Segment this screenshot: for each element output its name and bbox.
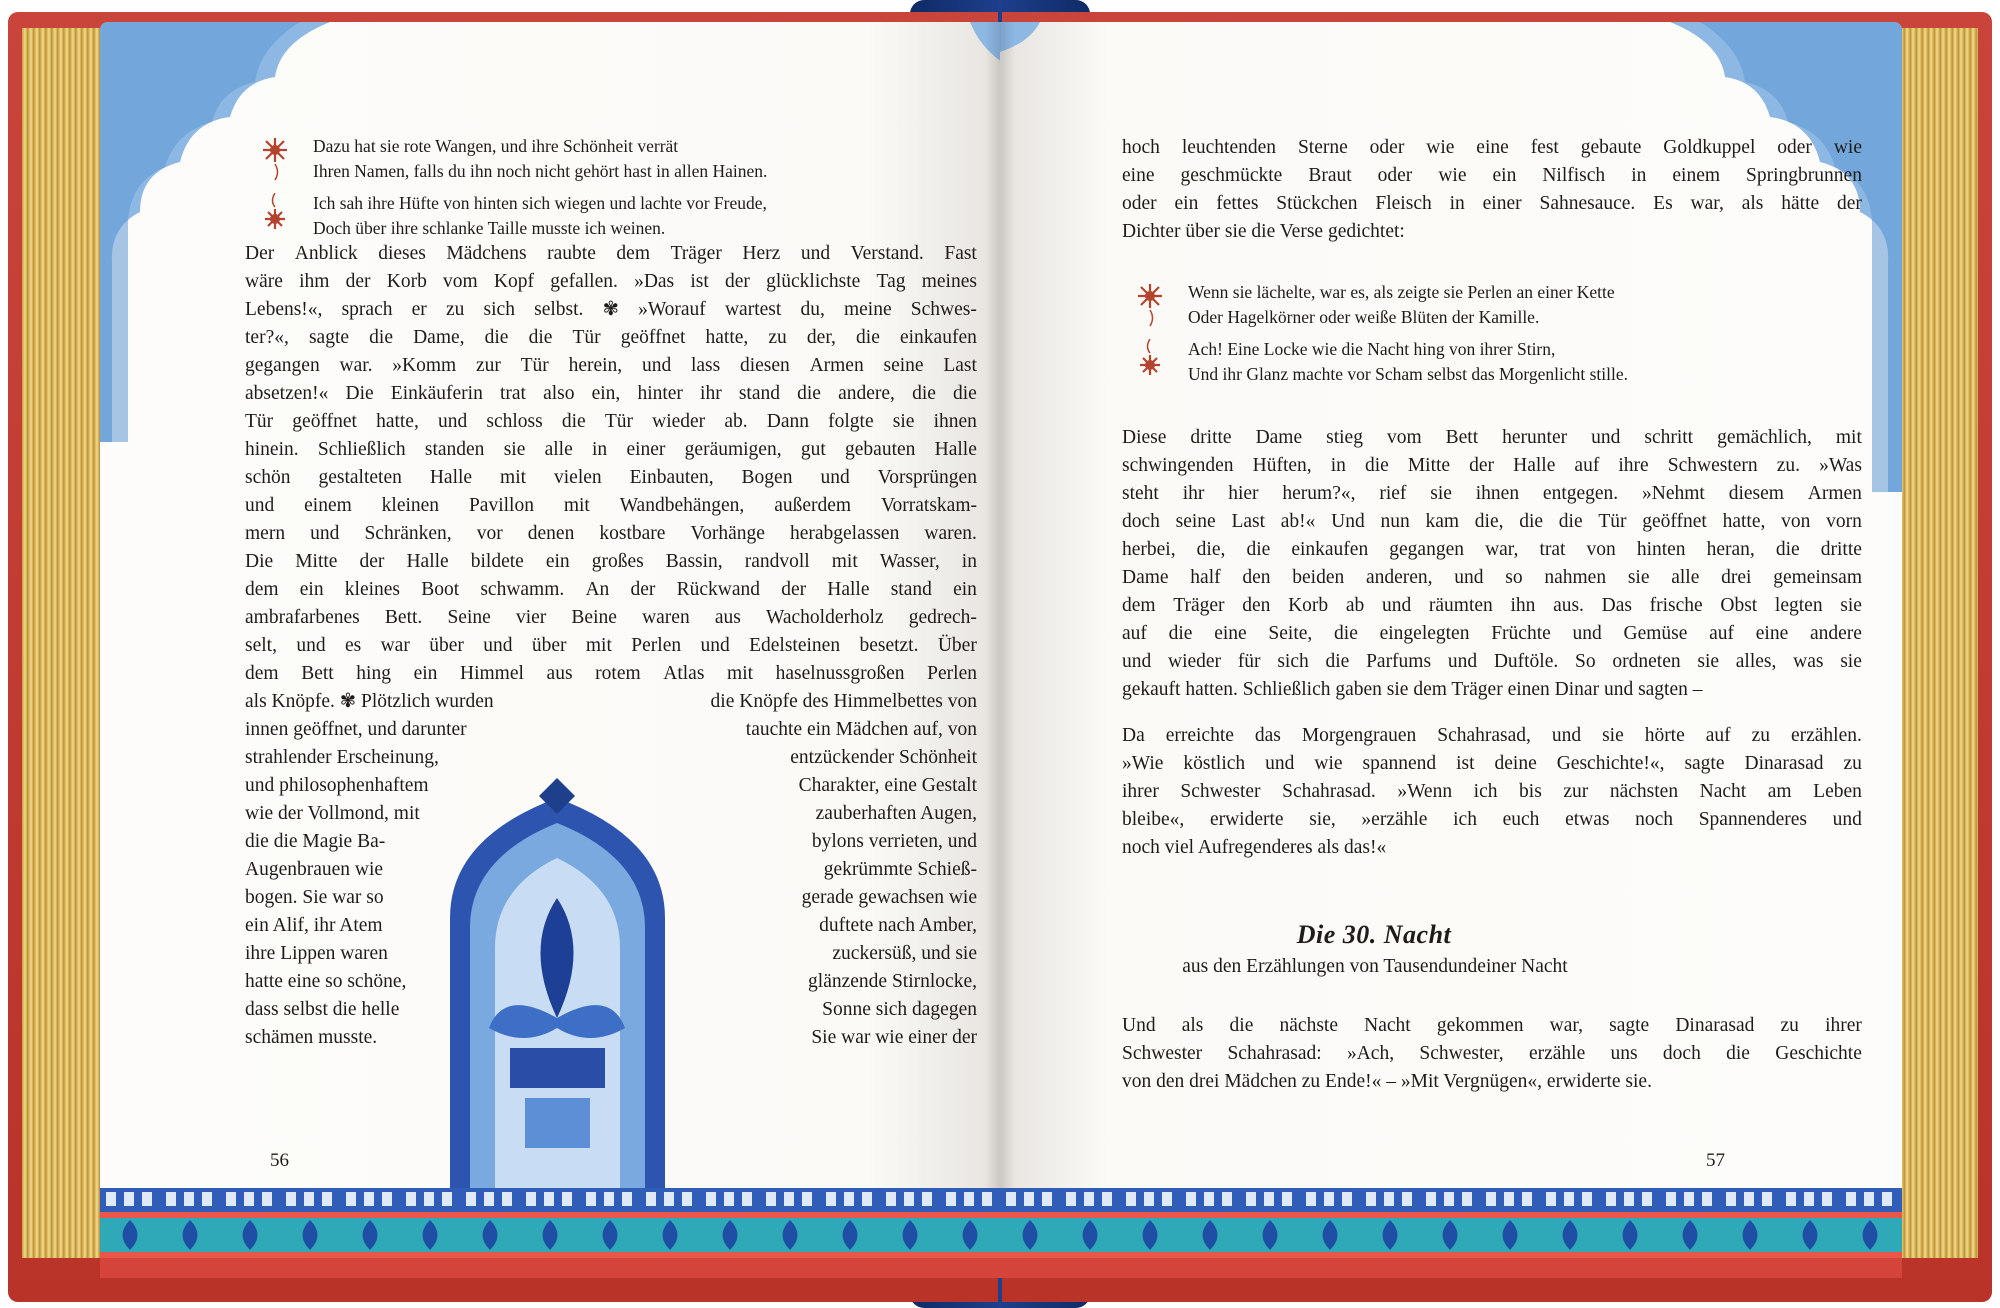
verse-line: Dazu hat sie rote Wangen, und ihre Schönheit verrät — [313, 136, 679, 156]
page-gutter — [985, 22, 1015, 1212]
flower-ornament-icon — [258, 136, 292, 186]
verse-stanza — [1133, 337, 1628, 387]
prose-line: und wieder für sich die Parfums und Duftöle. So ordneten sie alles, was sie — [1122, 651, 1862, 672]
verse-line: Ich sah ihre Hüfte von hinten sich wiegen und lachte vor Freude, — [313, 193, 767, 213]
verse-line: Oder Hagelkörner oder weiße Blüten der Kamille. — [1188, 307, 1540, 327]
prose-line: als Knöpfe. ✾ Plötzlich wurden — [245, 691, 494, 712]
prose-line: gerade gewachsen wie — [801, 887, 977, 908]
prose-line: Und als die nächste Nacht gekommen war, sagte Dinarasad zu ihrer — [1122, 1015, 1862, 1036]
prose-right-top — [1122, 134, 1862, 246]
gilt-edge-right — [1898, 28, 1978, 1258]
prose-line: tauchte ein Mädchen auf, von — [745, 719, 977, 740]
right-page — [1000, 22, 1902, 1212]
prose-line: selt, und es war über und über mit Perlen und Edelsteinen besetzt. Über — [245, 635, 977, 656]
prose-line: zuckersüß, und sie — [832, 943, 977, 964]
prose-line: innen geöffnet, und darunter — [245, 719, 467, 740]
prose-line: wie der Vollmond, mit — [245, 803, 420, 824]
prose-line: die die Magie Ba- — [245, 831, 386, 852]
prose-line: hatte eine so schöne, — [245, 971, 407, 992]
prose-line: glänzende Stirnlocke, — [808, 971, 977, 992]
prose-line: ihre Lippen waren — [245, 943, 388, 964]
prose-line: Dame half den beiden anderen, und so nahmen sie alle drei gemeinsam — [1122, 567, 1862, 588]
prose-line: gegangen war. »Komm zur Tür herein, und lass diesen Armen seine Last — [245, 355, 977, 376]
prose-line: dem Träger den Korb ab und räumten ihn aus. Das frische Obst legten sie — [1122, 595, 1862, 616]
arch-decoration-right — [1000, 22, 1902, 492]
page-number-right: 57 — [1706, 1150, 1725, 1171]
gilt-edge-left — [22, 28, 102, 1258]
prose-line: von den drei Mädchen zu Ende!« – »Mit Vergnügen«, erwiderte sie. — [1122, 1071, 1652, 1092]
prose-line: hoch leuchtenden Sterne oder wie eine fest gebaute Goldkuppel oder wie — [1122, 137, 1862, 158]
prose-line: »Wie köstlich und wie spannend ist deine Geschichte!«, sagte Dinarasad zu — [1122, 753, 1862, 774]
verse-line: Ach! Eine Locke wie die Nacht hing von ihrer Stirn, — [1188, 339, 1556, 359]
prose-line: schämen musste. — [245, 1027, 378, 1048]
prose-line: Lebens!«, sprach er zu sich selbst. ✾ »Worauf wartest du, meine Schwes- — [245, 299, 977, 320]
prose-line: Die Mitte der Halle bildete ein großes Bassin, randvoll mit Wasser, in — [245, 551, 977, 572]
verse-line: Doch über ihre schlanke Taille musste ich weinen. — [313, 218, 666, 238]
mosaic-window-illustration — [440, 778, 675, 1208]
prose-line: gekrümmte Schieß- — [823, 859, 977, 880]
prose-line: hinein. Schließlich standen sie alle in einer geräumigen, gut gebauten Halle — [245, 439, 977, 460]
prose-line: Schwester Schahrasad: »Ach, Schwester, erzähle uns doch die Geschichte — [1122, 1043, 1862, 1064]
prose-line: und einem kleinen Pavillon mit Wandbehängen, außerdem Vorratskam- — [245, 495, 977, 516]
prose-line: Diese dritte Dame stieg vom Bett herunter und schritt gemächlich, mit — [1122, 427, 1862, 448]
prose-line: ter?«, sagte die Dame, die die Tür geöffnet hatte, zu der, die einkaufen — [245, 327, 977, 348]
prose-line: Charakter, eine Gestalt — [798, 775, 977, 796]
prose-left-main — [245, 240, 977, 688]
prose-line: gekauft hatten. Schließlich gaben sie dem Träger einen Dinar und sagten – — [1122, 679, 1703, 700]
prose-line: schön gestalteten Halle mit vielen Einbauten, Bogen und Vorsprüngen — [245, 467, 977, 488]
prose-left-column-b — [685, 688, 977, 1052]
verse-line: Ihren Namen, falls du ihn noch nicht gehört hast in allen Hainen. — [313, 161, 768, 181]
chapter-subtitle: aus den Erzählungen von Tausendundeiner Nacht — [1182, 956, 1568, 977]
verse-line: Wenn sie lächelte, war es, als zeigte sie Perlen an einer Kette — [1188, 282, 1615, 302]
chapter-title: Die 30. Nacht — [1296, 920, 1452, 949]
prose-line: Augenbrauen wie — [245, 859, 384, 880]
prose-line: Der Anblick dieses Mädchens raubte dem Träger Herz und Verstand. Fast — [245, 243, 977, 264]
prose-line: zauberhaften Augen, — [815, 803, 977, 824]
prose-line: wäre ihm der Korb vom Kopf gefallen. »Das ist der glücklichste Tag meines — [245, 271, 977, 292]
prose-line: ambrafarbenes Bett. Seine vier Beine waren aus Wacholderholz gedrech- — [245, 607, 977, 628]
prose-line: auf die eine Seite, die eingelegten Früchte und Gemüse auf eine andere — [1122, 623, 1862, 644]
prose-line: bogen. Sie war so — [245, 887, 384, 908]
tile-border-decoration — [100, 1188, 1902, 1278]
prose-line: ihrer Schwester Schahrasad. »Wenn ich bis zur nächsten Nacht am Leben — [1122, 781, 1862, 802]
prose-right-mid — [1122, 424, 1862, 704]
prose-line: bylons verrieten, und — [811, 831, 977, 852]
prose-line: die Knöpfe des Himmelbettes von — [710, 691, 977, 712]
prose-right-dawn — [1122, 722, 1862, 862]
prose-line: schwingenden Hüften, in die Mitte der Halle auf ihre Schwestern zu. »Was — [1122, 455, 1862, 476]
prose-line: dass selbst die helle — [245, 999, 400, 1020]
prose-line: oder ein fettes Stückchen Fleisch in einer Sahnesauce. Es war, als hätte der — [1122, 193, 1862, 214]
verse-stanza — [258, 134, 767, 184]
prose-line: Tür geöffnet hatte, und schloss die Tür wieder ab. Dann folgte sie ihnen — [245, 411, 977, 432]
verse-line: Und ihr Glanz machte vor Scham selbst das Morgenlicht stille. — [1188, 364, 1629, 384]
prose-line: Sonne sich dagegen — [822, 999, 977, 1020]
prose-line: ein Alif, ihr Atem — [245, 915, 383, 936]
prose-line: Dichter über sie die Verse gedichtet: — [1122, 221, 1405, 242]
prose-line: und philosophenhaftem — [245, 775, 429, 796]
prose-line: Da erreichte das Morgengrauen Schahrasad, und sie hörte auf zu erzählen. — [1122, 725, 1862, 746]
prose-line: doch seine Last ab!« Und nun kam die, die die Tür geöffnet hatte, von vorn — [1122, 511, 1862, 532]
prose-left-column-a — [245, 688, 494, 1052]
prose-line: duftete nach Amber, — [819, 915, 977, 936]
prose-line: noch viel Aufregenderes als das!« — [1122, 837, 1387, 858]
prose-line: herbei, die, die einkaufen gegangen war, trat von hinten heran, die dritte — [1122, 539, 1862, 560]
prose-line: strahlender Erscheinung, — [245, 747, 439, 768]
page-number-left: 56 — [270, 1150, 289, 1171]
prose-line: eine geschmückte Braut oder wie ein Nilfisch in einem Springbrunnen — [1122, 165, 1862, 186]
left-page — [100, 22, 1002, 1212]
verse-block-right — [1133, 280, 1628, 394]
prose-line: entzückender Schönheit — [790, 747, 977, 768]
prose-line: steht ihr hier herum?«, rief sie ihnen entgegen. »Nehmt diesem Armen — [1122, 483, 1862, 504]
verse-stanza — [1133, 280, 1628, 330]
prose-line: mern und Schränken, vor denen kostbare Vorhänge herabgelassen waren. — [245, 523, 977, 544]
verse-stanza — [258, 191, 767, 241]
prose-line: absetzen!« Die Einkäuferin trat also ein, hinter ihr stand die andere, die die — [245, 383, 977, 404]
prose-line: Sie war wie einer der — [811, 1027, 977, 1048]
prose-line: dem ein kleines Boot schwamm. An der Rückwand der Halle stand ein — [245, 579, 977, 600]
flower-ornament-icon — [1133, 282, 1167, 332]
prose-line: bleibe«, erwiderte sie, »erzähle ich euch etwas noch Spannenderes und — [1122, 809, 1862, 830]
prose-line: dem Bett hing ein Himmel aus rotem Atlas mit haselnussgroßen Perlen — [245, 663, 977, 684]
flower-ornament-icon — [258, 193, 292, 243]
verse-block-left — [258, 134, 767, 248]
flower-ornament-icon — [1133, 339, 1167, 389]
prose-right-end — [1122, 1012, 1862, 1096]
